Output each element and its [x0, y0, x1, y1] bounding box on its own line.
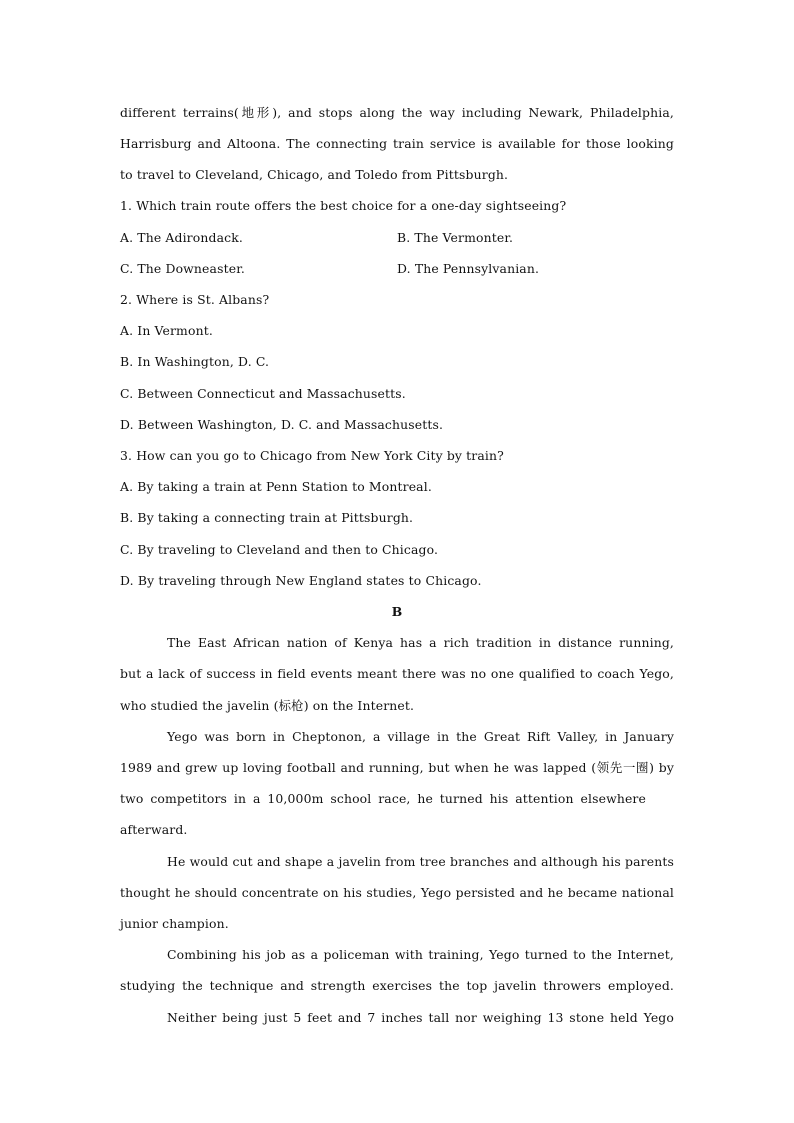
- answer-option: C. By traveling to Cleveland and then to Chicago.: [120, 542, 439, 557]
- answer-option: B. By taking a connecting train at Pittsburgh.: [120, 510, 414, 525]
- answer-option: A. The Adirondack.: [120, 230, 243, 245]
- question-stem: 3. How can you go to Chicago from New York City by train?: [120, 448, 504, 463]
- passage-b-line: two competitors in a 10,000m school race, he turned his attention elsewhere: [120, 791, 646, 806]
- passage-b-line: afterward.: [120, 822, 188, 837]
- passage-b-line: Yego was born in Cheptonon, a village in the Great Rift Valley, in January: [167, 729, 674, 744]
- passage-b-line: 1989 and grew up loving football and running, but when he was lapped (领先一圈) by: [120, 760, 674, 775]
- section-heading: B: [391, 604, 403, 619]
- answer-option: B. The Vermonter.: [397, 230, 514, 245]
- passage-b-line: who studied the javelin (标枪) on the Internet.: [120, 698, 415, 713]
- answer-option: A. In Vermont.: [120, 323, 213, 338]
- passage-b-line: studying the technique and strength exercises the top javelin throwers employed.: [120, 978, 674, 993]
- passage-b-line: but a lack of success in field events meant there was no one qualified to coach Yego,: [120, 666, 674, 681]
- answer-option: C. Between Connecticut and Massachusetts.: [120, 386, 406, 401]
- answer-option: D. Between Washington, D. C. and Massachusetts.: [120, 417, 444, 432]
- passage-b-line: junior champion.: [120, 916, 229, 931]
- answer-option: C. The Downeaster.: [120, 261, 246, 276]
- question-stem: 2. Where is St. Albans?: [120, 292, 270, 307]
- question-stem: 1. Which train route offers the best choice for a one-day sightseeing?: [120, 198, 567, 213]
- passage-a-line: Harrisburg and Altoona. The connecting train service is available for those looking: [120, 136, 674, 151]
- passage-b-line: thought he should concentrate on his studies, Yego persisted and he became national: [120, 885, 674, 900]
- passage-b-line: Neither being just 5 feet and 7 inches tall nor weighing 13 stone held Yego: [167, 1010, 674, 1025]
- answer-option: A. By taking a train at Penn Station to Montreal.: [120, 479, 432, 494]
- answer-option: B. In Washington, D. C.: [120, 354, 270, 369]
- passage-a-line: to travel to Cleveland, Chicago, and Toledo from Pittsburgh.: [120, 167, 509, 182]
- passage-b-line: Combining his job as a policeman with training, Yego turned to the Internet,: [167, 947, 674, 962]
- passage-b-line: The East African nation of Kenya has a rich tradition in distance running,: [167, 635, 674, 650]
- answer-option: D. By traveling through New England states to Chicago.: [120, 573, 482, 588]
- passage-b-line: He would cut and shape a javelin from tree branches and although his parents: [167, 854, 674, 869]
- answer-option: D. The Pennsylvanian.: [397, 261, 540, 276]
- passage-a-line: different terrains(地形), and stops along the way including Newark, Philadelphia,: [120, 105, 674, 120]
